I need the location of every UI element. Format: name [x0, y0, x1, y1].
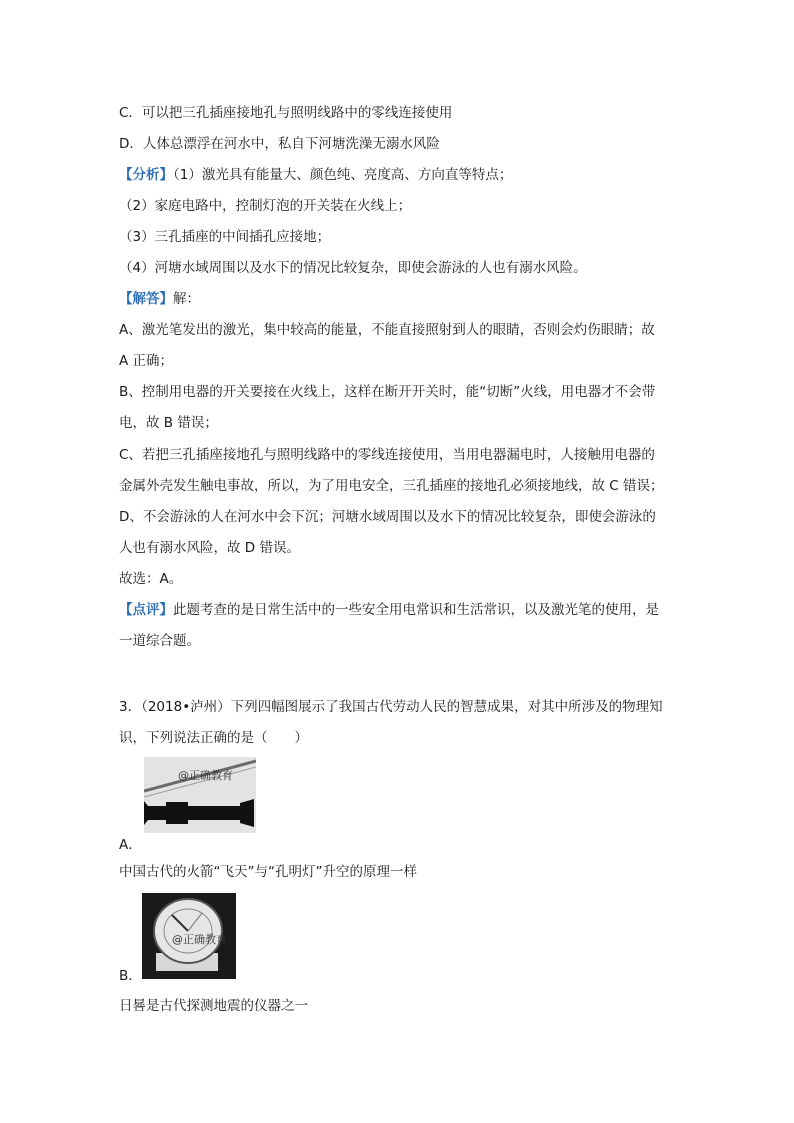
option-a-text: 中国古代的火箭“飞天”与“孔明灯”升空的原理一样	[119, 864, 417, 880]
option-b-text: 日晷是古代探测地震的仪器之一	[119, 998, 308, 1014]
answer-b-line-2: 电，故 B 错误；	[119, 415, 218, 431]
comment-text-1: 此题考查的是日常生活中的一些安全用电常识和生活常识，以及激光笔的使用，是	[173, 602, 659, 618]
question-3-line-2: 识，下列说法正确的是（ ）	[119, 730, 308, 746]
question-3-line-1: 3．（2018•泸州）下列四幅图展示了我国古代劳动人民的智慧成果，对其中所涉及的物理知	[119, 699, 663, 715]
answer-intro: 解：	[173, 291, 200, 307]
answer-c-line-2: 金属外壳发生触电事故，所以，为了用电安全，三孔插座的接地孔必须接地线，故 C 错误；	[119, 478, 664, 494]
comment-line-2: 一道综合题。	[119, 633, 200, 649]
analysis-tag: 【分析】	[119, 167, 173, 183]
option-a-label: A．	[119, 837, 142, 853]
answer-tag: 【解答】	[119, 291, 173, 307]
figure-b-sundial-image	[142, 893, 236, 979]
option-b-label: B．	[119, 968, 142, 984]
option-d-line: D．人体总漂浮在河水中，私自下河塘洗澡无溺水风险	[119, 136, 440, 152]
analysis-text-1: （1）激光具有能量大、颜色纯、亮度高、方向直等特点；	[173, 167, 513, 183]
comment-line-1	[119, 600, 659, 620]
comment-tag: 【点评】	[119, 602, 173, 618]
option-c-line: C．可以把三孔插座接地孔与照明线路中的零线连接使用	[119, 105, 453, 121]
figure-a-rocket-image	[144, 757, 256, 833]
analysis-line-3: （3）三孔插座的中间插孔应接地；	[119, 229, 331, 245]
answer-a-line-1: A、激光笔发出的激光，集中较高的能量，不能直接照射到人的眼睛，否则会灼伤眼睛；故	[119, 322, 655, 338]
answer-d-line-1: D、不会游泳的人在河水中会下沉；河塘水域周围以及水下的情况比较复杂，即使会游泳的	[119, 509, 656, 525]
answer-choice: 故选：A。	[119, 571, 183, 587]
answer-d-line-2: 人也有溺水风险，故 D 错误。	[119, 540, 300, 556]
analysis-line-1	[119, 165, 512, 185]
answer-b-line-1: B、控制用电器的开关要接在火线上，这样在断开开关时，能“切断”火线，用电器才不会带	[119, 384, 656, 400]
answer-a-line-2: A 正确；	[119, 353, 174, 369]
figure-b-watermark: @正确教育	[172, 933, 227, 946]
analysis-line-4: （4）河塘水域周围以及水下的情况比较复杂，即使会游泳的人也有溺水风险。	[119, 260, 587, 276]
figure-a-watermark: @正确教育	[178, 769, 233, 782]
answer-header	[119, 289, 200, 309]
analysis-line-2: （2）家庭电路中，控制灯泡的开关装在火线上；	[119, 198, 412, 214]
answer-c-line-1: C、若把三孔插座接地孔与照明线路中的零线连接使用，当用电器漏电时，人接触用电器的	[119, 447, 655, 463]
